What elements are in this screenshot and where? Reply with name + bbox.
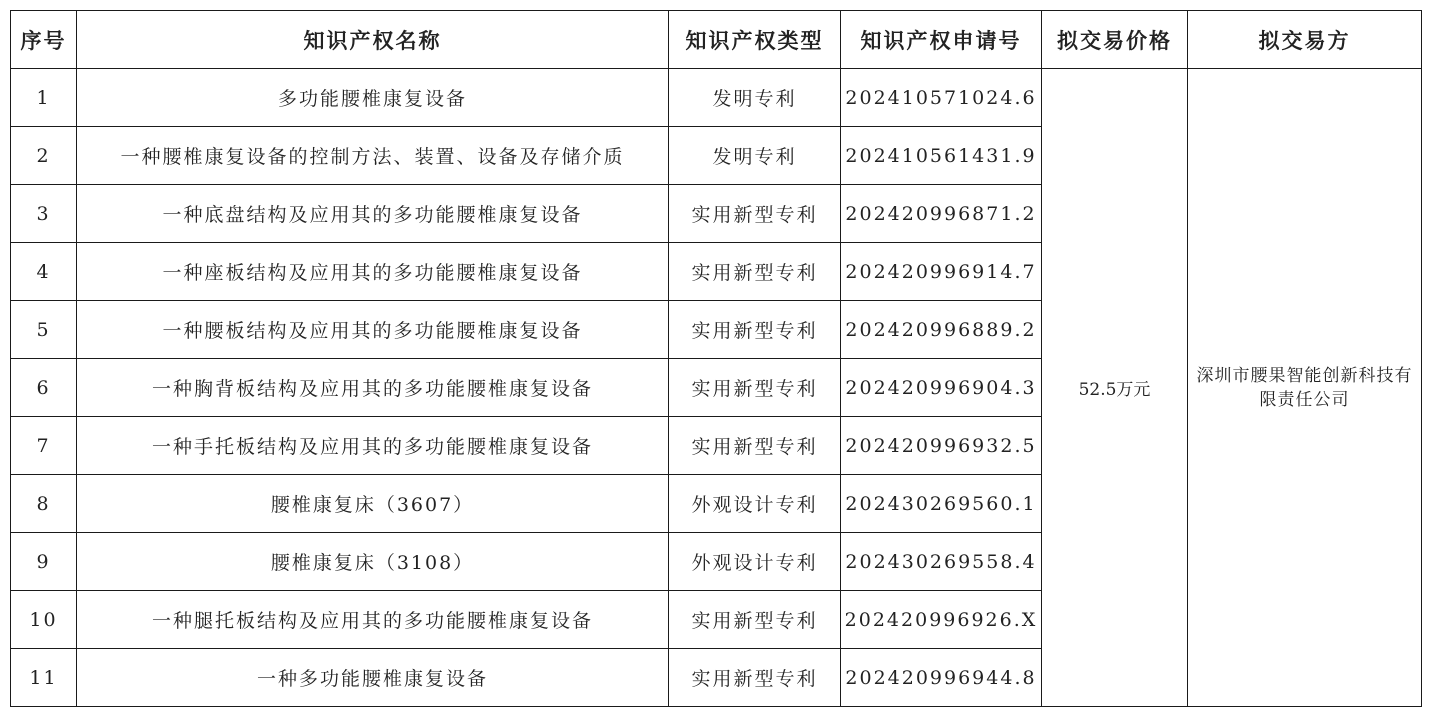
application-no-cell: 202420996904.3: [841, 359, 1042, 417]
ip-type-cell: 发明专利: [669, 69, 841, 127]
application-no-cell: 202430269558.4: [841, 533, 1042, 591]
application-no-cell: 202420996889.2: [841, 301, 1042, 359]
ip-name-cell: 一种腰椎康复设备的控制方法、装置、设备及存储介质: [77, 127, 669, 185]
serial-no-cell: 10: [11, 591, 77, 649]
ip-name-cell: 一种腿托板结构及应用其的多功能腰椎康复设备: [77, 591, 669, 649]
serial-no-cell: 8: [11, 475, 77, 533]
ip-transaction-table: [10, 10, 1422, 707]
ip-type-cell: 外观设计专利: [669, 475, 841, 533]
header-ip-name: 知识产权名称: [77, 11, 669, 69]
ip-type-cell: 实用新型专利: [669, 591, 841, 649]
header-proposed-price: 拟交易价格: [1042, 11, 1188, 69]
application-no-cell: 202420996944.8: [841, 649, 1042, 707]
ip-type-cell: 实用新型专利: [669, 649, 841, 707]
serial-no-cell: 4: [11, 243, 77, 301]
serial-no-cell: 7: [11, 417, 77, 475]
ip-name-cell: 一种多功能腰椎康复设备: [77, 649, 669, 707]
application-no-cell: 202410561431.9: [841, 127, 1042, 185]
serial-no-cell: 1: [11, 69, 77, 127]
application-no-cell: 202410571024.6: [841, 69, 1042, 127]
serial-no-cell: 11: [11, 649, 77, 707]
serial-no-cell: 3: [11, 185, 77, 243]
application-no-cell: 202420996926.X: [841, 591, 1042, 649]
ip-name-cell: 一种底盘结构及应用其的多功能腰椎康复设备: [77, 185, 669, 243]
header-counterparty: 拟交易方: [1188, 11, 1422, 69]
table-row: [11, 69, 1422, 127]
serial-no-cell: 6: [11, 359, 77, 417]
ip-name-cell: 一种手托板结构及应用其的多功能腰椎康复设备: [77, 417, 669, 475]
proposed-price-cell: 52.5万元: [1042, 69, 1188, 707]
ip-type-cell: 实用新型专利: [669, 301, 841, 359]
application-no-cell: 202420996871.2: [841, 185, 1042, 243]
application-no-cell: 202420996914.7: [841, 243, 1042, 301]
ip-name-cell: 一种腰板结构及应用其的多功能腰椎康复设备: [77, 301, 669, 359]
ip-name-cell: 多功能腰椎康复设备: [77, 69, 669, 127]
application-no-cell: 202420996932.5: [841, 417, 1042, 475]
serial-no-cell: 9: [11, 533, 77, 591]
ip-name-cell: 一种胸背板结构及应用其的多功能腰椎康复设备: [77, 359, 669, 417]
ip-name-cell: 腰椎康复床（3607）: [77, 475, 669, 533]
ip-type-cell: 实用新型专利: [669, 243, 841, 301]
ip-type-cell: 发明专利: [669, 127, 841, 185]
ip-name-cell: 腰椎康复床（3108）: [77, 533, 669, 591]
application-no-cell: 202430269560.1: [841, 475, 1042, 533]
ip-type-cell: 实用新型专利: [669, 359, 841, 417]
header-application-no: 知识产权申请号: [841, 11, 1042, 69]
serial-no-cell: 5: [11, 301, 77, 359]
header-row: [11, 11, 1422, 69]
serial-no-cell: 2: [11, 127, 77, 185]
ip-type-cell: 实用新型专利: [669, 417, 841, 475]
header-serial-no: 序号: [11, 11, 77, 69]
ip-type-cell: 外观设计专利: [669, 533, 841, 591]
ip-type-cell: 实用新型专利: [669, 185, 841, 243]
counterparty-cell: 深圳市腰果智能创新科技有限责任公司: [1188, 69, 1422, 707]
header-ip-type: 知识产权类型: [669, 11, 841, 69]
ip-name-cell: 一种座板结构及应用其的多功能腰椎康复设备: [77, 243, 669, 301]
table-body: [11, 69, 1422, 707]
